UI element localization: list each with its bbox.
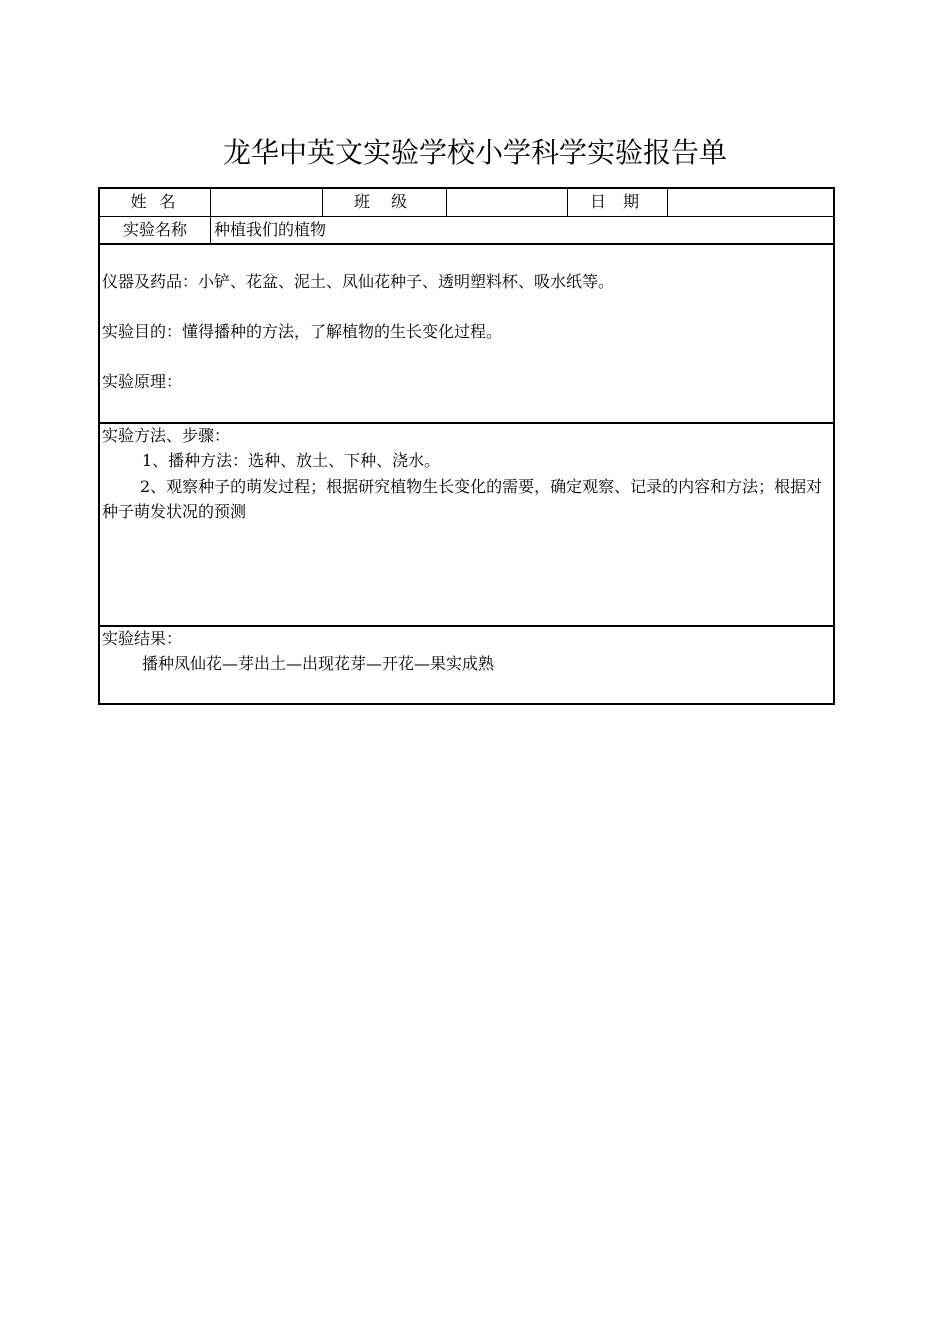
experiment-name-row xyxy=(100,217,833,245)
method-section xyxy=(100,424,833,627)
purpose-line: 实验目的：懂得播种的方法，了解植物的生长变化过程。 xyxy=(102,322,503,341)
page-title: 龙华中英文实验学校小学科学实验报告单 xyxy=(222,136,727,169)
method-step-2-text: 2、观察种子的萌发过程；根据研究植物生长变化的需要，确定观察、记录的内容和方法；根据对种子萌发状况的预测 xyxy=(102,477,823,521)
method-block xyxy=(100,424,833,625)
class-field[interactable] xyxy=(447,189,568,216)
method-step-2 xyxy=(102,474,831,524)
method-heading: 实验方法、步骤： xyxy=(102,426,231,445)
header-row xyxy=(100,189,833,217)
method-step-1: 1、播种方法：选种、放土、下种、浇水。 xyxy=(142,451,441,470)
date-field[interactable] xyxy=(668,189,833,216)
result-section xyxy=(100,627,833,703)
equipment-line: 仪器及药品：小铲、花盆、泥土、凤仙花种子、透明塑料杯、吸水纸等。 xyxy=(102,272,615,291)
class-label: 班 级 xyxy=(323,189,447,216)
result-text: 播种凤仙花—芽出土—出现花芽—开花—果实成熟 xyxy=(142,654,495,673)
materials-section xyxy=(100,245,833,424)
name-field[interactable] xyxy=(211,189,323,216)
principle-line: 实验原理： xyxy=(102,372,183,391)
experiment-name-value: 种植我们的植物 xyxy=(214,220,327,239)
name-label: 姓 名 xyxy=(100,189,211,216)
result-heading: 实验结果： xyxy=(102,629,183,648)
report-form xyxy=(98,187,835,705)
date-label: 日 期 xyxy=(568,189,668,216)
materials-block xyxy=(100,245,833,422)
experiment-name-label: 实验名称 xyxy=(100,217,211,243)
result-block xyxy=(100,627,833,703)
